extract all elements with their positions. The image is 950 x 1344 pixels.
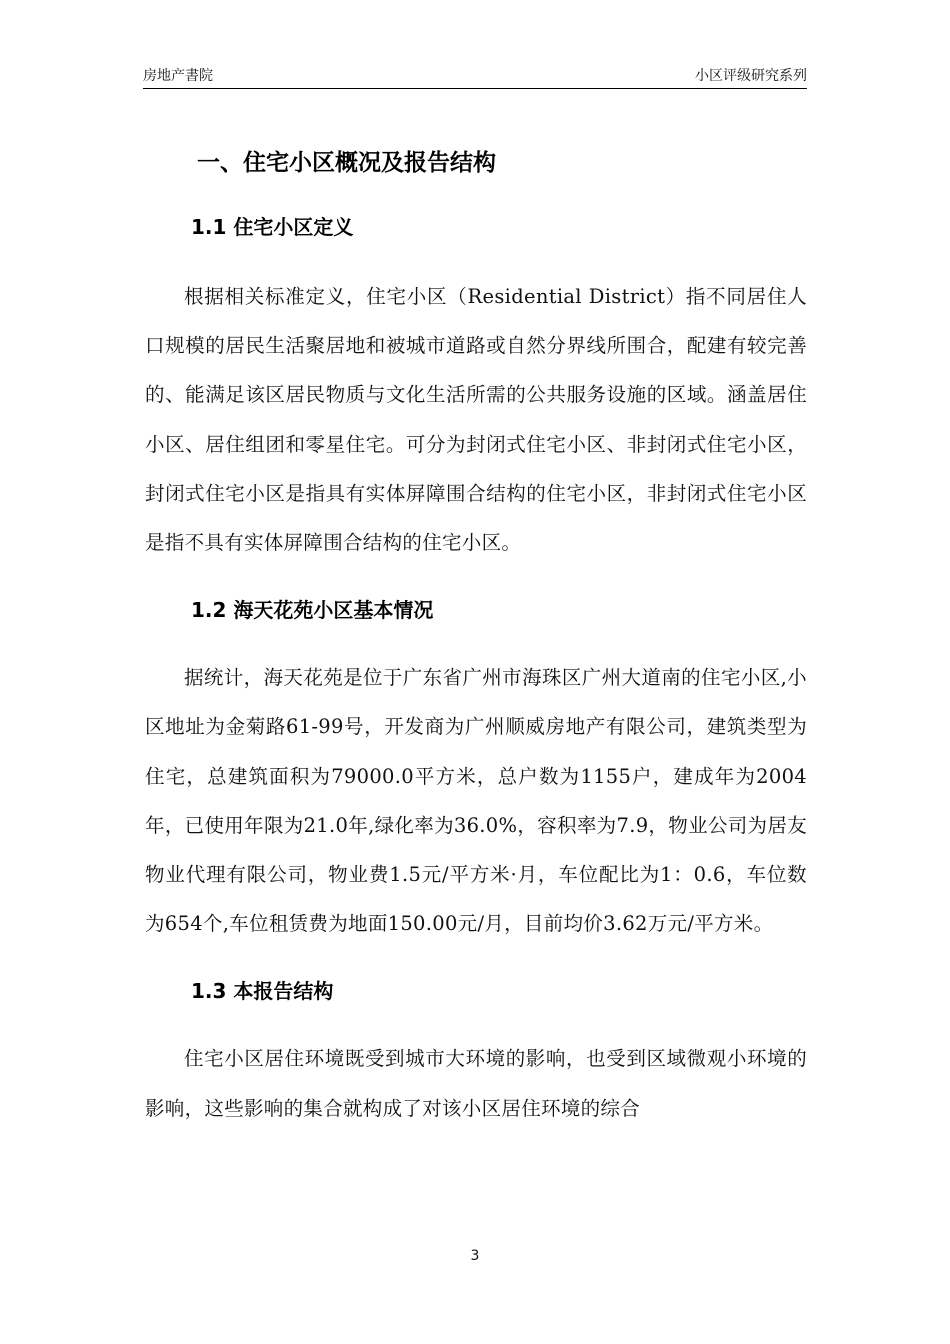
section-3-title: 1.3 本报告结构	[191, 979, 334, 1004]
chapter-title: 一、住宅小区概况及报告结构	[197, 150, 496, 176]
section-2-paragraph: 据统计，海天花苑是位于广东省广州市海珠区广州大道南的住宅小区,小区地址为金菊路61-99号，开发商为广州顺威房地产有限公司，建筑类型为住宅，总建筑面积为79000.0平方米，总户数为1155户，建成年为2004年，已使用年限为21.0年,绿化率为36.0%，容积率为7.9，物业公司为居友物业代理有限公司，物业费1.5元/平方米·月，车位配比为1：0.6，车位数为654个,车位租赁费为地面150.00元/月，目前均价3.62万元/平方米。	[145, 666, 807, 936]
section-3-paragraph: 住宅小区居住环境既受到城市大环境的影响，也受到区域微观小环境的影响，这些影响的集合就构成了对该小区居住环境的综合	[145, 1047, 807, 1120]
section-1-title: 1.1 住宅小区定义	[191, 215, 354, 239]
page-number: 3	[470, 1248, 480, 1264]
header-publisher: 房地产書院	[143, 68, 213, 84]
section-1-paragraph: 根据相关标准定义，住宅小区（Residential District）指不同居住人口规模的居民生活聚居地和被城市道路或自然分界线所围合，配建有较完善的、能满足该区居民物质与文化生活所需的公共服务设施的区域。涵盖居住小区、居住组团和零星住宅。可分为封闭式住宅小区、非封闭式住宅小区，封闭式住宅小区是指具有实体屏障围合结构的住宅小区，非封闭式住宅小区是指不具有实体屏障围合结构的住宅小区。	[145, 285, 807, 555]
page-header	[143, 66, 807, 89]
section-2-title: 1.2 海天花苑小区基本情况	[191, 598, 434, 623]
page-body	[145, 140, 807, 1133]
header-series-title: 小区评级研究系列	[695, 68, 807, 84]
